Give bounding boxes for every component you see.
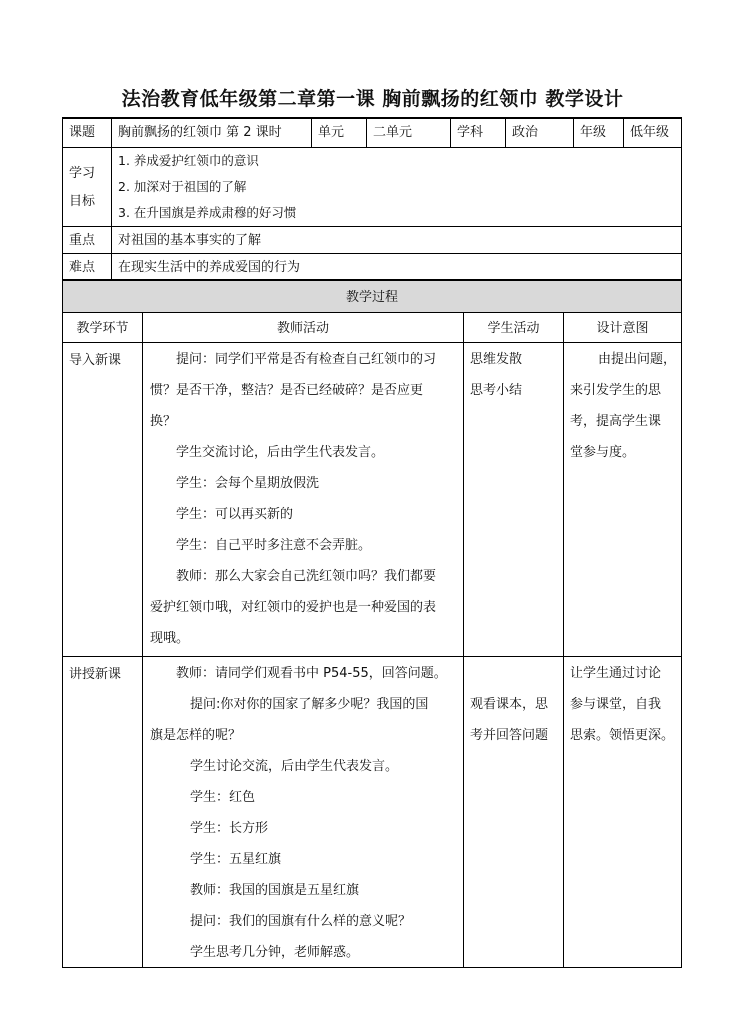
grade-label: 年级 (580, 125, 607, 140)
unit-label: 单元 (318, 125, 345, 140)
intent-line: 参与课堂，自我 (570, 697, 662, 712)
teacher-line: 学生：长方形 (190, 821, 269, 836)
teacher-line: 学生交流讨论，后由学生代表发言。 (176, 445, 385, 460)
teacher-line: 学生：五星红旗 (190, 852, 282, 867)
goal-item: 2. 加深对于祖国的了解 (118, 179, 247, 194)
student-line: 思考小结 (470, 383, 523, 398)
document-title: 法治教育低年级第二章第一课 胸前飘扬的红领巾 教学设计 (121, 88, 624, 110)
teacher-line: 教师：我国的国旗是五星红旗 (190, 883, 360, 898)
goal-item: 3. 在升国旗是养成肃穆的好习惯 (118, 205, 297, 220)
teacher-line: 学生讨论交流，后由学生代表发言。 (190, 759, 399, 774)
teacher-line: 提问：同学们平常是否有检查自己红领巾的习 (176, 352, 437, 367)
teacher-line: 学生：可以再买新的 (176, 507, 294, 522)
teacher-line: 学生：自己平时多注意不会弄脏。 (176, 538, 372, 553)
intent-line: 来引发学生的思 (570, 383, 662, 398)
teacher-line: 换？ (150, 414, 177, 429)
teacher-line: 提问：我们的国旗有什么样的意义呢？ (190, 914, 412, 929)
row-divider (62, 147, 682, 148)
col-divider (142, 312, 143, 968)
goals-label-line1: 学习 (69, 166, 96, 181)
row-divider (62, 342, 682, 343)
teacher-line: 教师：那么大家会自己洗红领巾吗？我们都要 (176, 569, 437, 584)
intent-line: 由提出问题， (598, 352, 677, 367)
grade-value: 低年级 (630, 125, 670, 140)
subject-label: 学科 (457, 125, 484, 140)
row-divider (62, 226, 682, 227)
goal-item: 1. 养成爱护红领巾的意识 (118, 153, 259, 168)
row-divider (62, 312, 682, 313)
column-header: 教学环节 (76, 321, 129, 336)
student-line: 思维发散 (470, 352, 523, 367)
intent-line: 堂参与度。 (570, 445, 636, 460)
intent-line: 让学生通过讨论 (570, 666, 662, 681)
difficulty-label: 难点 (69, 260, 96, 275)
topic-label: 课题 (69, 125, 96, 140)
table-top-border (62, 117, 682, 119)
stage-label: 讲授新课 (69, 667, 122, 682)
table-bottom-border (62, 967, 682, 968)
column-header: 学生活动 (487, 321, 540, 336)
row-divider (62, 656, 682, 657)
student-line: 观看课本，思 (470, 697, 549, 712)
process-header: 教学过程 (345, 290, 398, 305)
teacher-line: 学生：会每个星期放假洗 (176, 476, 320, 491)
column-header: 教师活动 (276, 321, 329, 336)
unit-value: 二单元 (373, 125, 413, 140)
teacher-line: 学生：红色 (190, 790, 256, 805)
topic-value: 胸前飘扬的红领巾 第 2 课时 (118, 125, 282, 140)
key-point-label: 重点 (69, 233, 96, 248)
key-point-value: 对祖国的基本事实的了解 (118, 233, 262, 248)
table-right-border (681, 117, 682, 968)
teacher-line: 教师：请同学们观看书中 P54-55，回答问题。 (176, 666, 447, 681)
teacher-line: 提问:你对你的国家了解多少呢？我国的国 (190, 697, 429, 712)
teacher-line: 爱护红领巾哦，对红领巾的爱护也是一种爱国的表 (150, 600, 437, 615)
col-divider (563, 312, 564, 968)
teacher-line: 旗是怎样的呢？ (150, 728, 242, 743)
goals-label-line2: 目标 (69, 194, 96, 209)
stage-label: 导入新课 (69, 353, 122, 368)
intent-line: 考，提高学生课 (570, 414, 662, 429)
student-line: 考并回答问题 (470, 728, 549, 743)
teacher-line: 现哦。 (150, 631, 190, 646)
intent-line: 思索。领悟更深。 (570, 728, 675, 743)
difficulty-value: 在现实生活中的养成爱国的行为 (118, 260, 301, 275)
teacher-line: 学生思考几分钟，老师解惑。 (190, 945, 360, 960)
row-divider (62, 253, 682, 254)
teacher-line: 惯？是否干净，整洁？是否已经破碎？是否应更 (150, 383, 424, 398)
subject-value: 政治 (512, 125, 539, 140)
column-header: 设计意图 (596, 321, 649, 336)
col-divider (463, 312, 464, 968)
